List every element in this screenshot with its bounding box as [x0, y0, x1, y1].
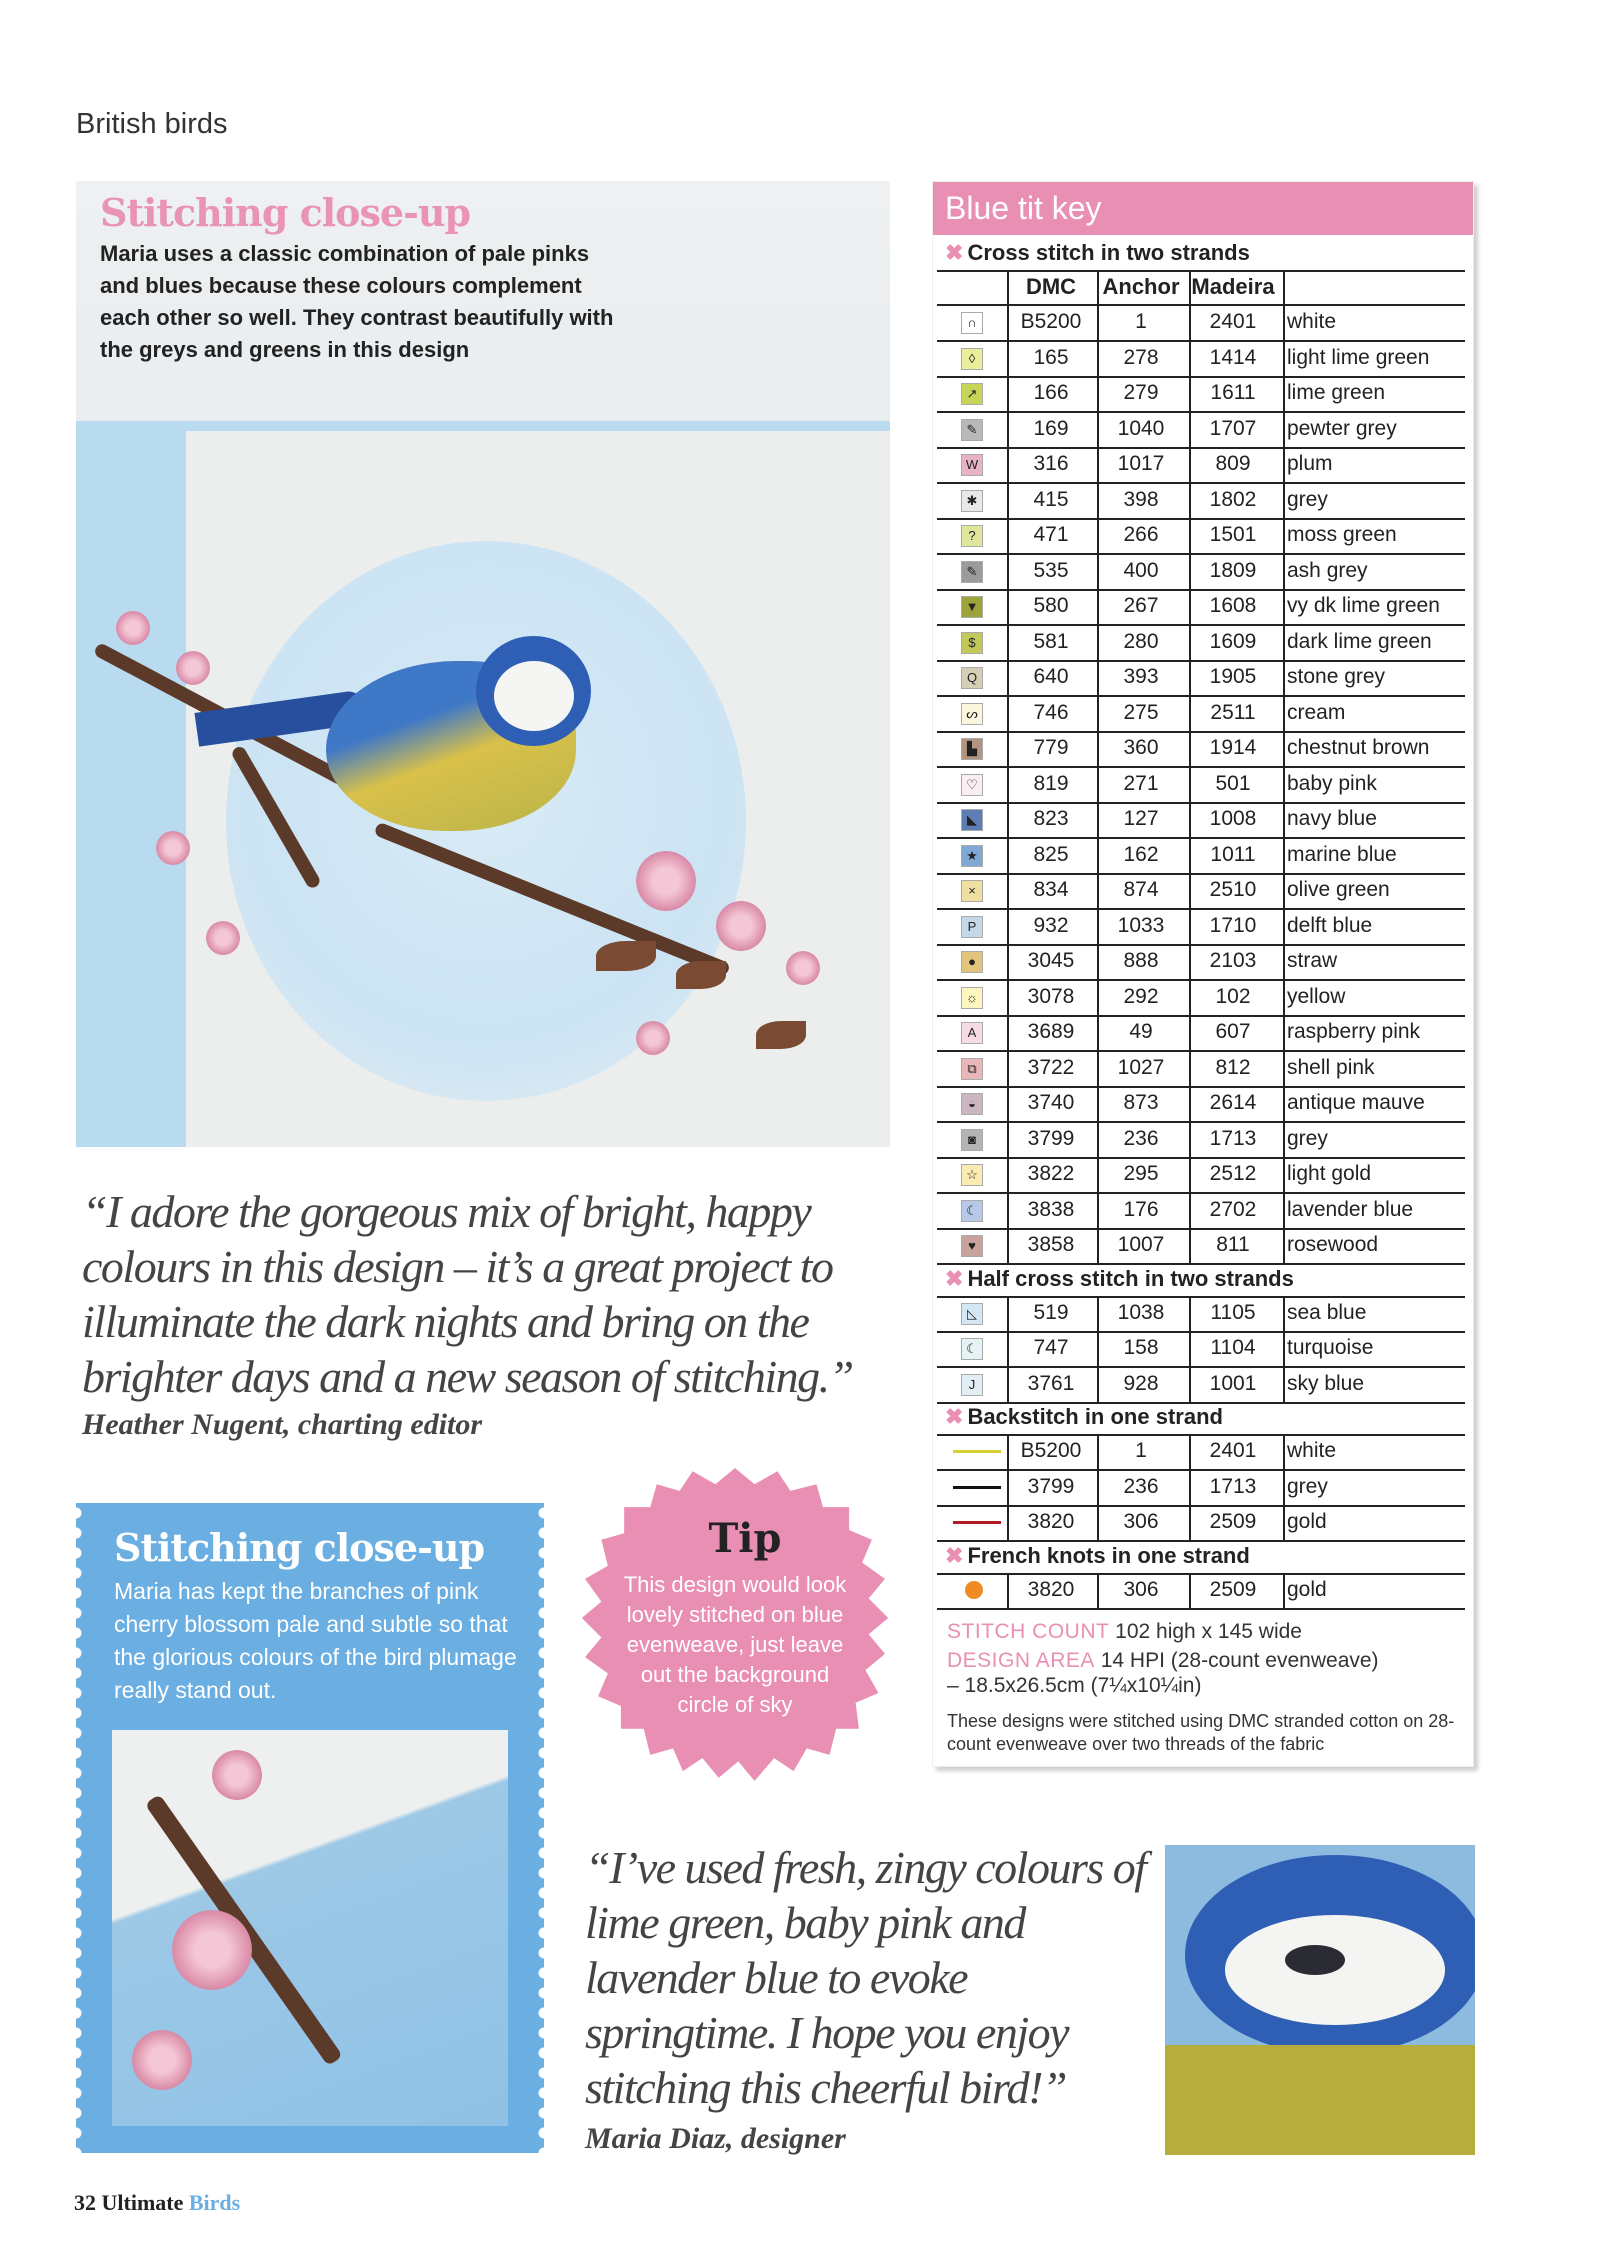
stitch-symbol-icon: ×: [961, 880, 983, 902]
key-row: [937, 873, 1465, 910]
anchor-code: 1027: [1117, 1055, 1165, 1079]
backstitch-line-icon: [953, 1450, 1001, 1453]
colour-name: sky blue: [1287, 1371, 1365, 1395]
anchor-code: 267: [1123, 594, 1159, 617]
anchor-code: 49: [1129, 1020, 1153, 1043]
dmc-code: 932: [1033, 913, 1069, 937]
section-head: [945, 240, 1250, 266]
key-row: [937, 518, 1465, 555]
cross-mark-icon: ✖: [945, 1404, 964, 1429]
dmc-code: 471: [1033, 523, 1069, 546]
magazine-name: Ultimate: [101, 2190, 184, 2215]
blossom: [786, 951, 820, 985]
stitch-symbol-icon: ▼: [961, 596, 983, 618]
madeira-code: 2509: [1209, 1577, 1257, 1601]
dmc-code: 519: [1033, 1300, 1069, 1324]
french-knot-icon: [965, 1581, 983, 1599]
madeira-code: 1914: [1209, 736, 1257, 759]
blossom-closeup-photo: [112, 1730, 508, 2126]
stitch-symbol-icon: ◊: [961, 348, 983, 370]
leaf: [596, 941, 656, 971]
stitch-symbol-icon: A: [961, 1022, 983, 1044]
key-row: [937, 1505, 1465, 1542]
dmc-code: 3799: [1027, 1126, 1075, 1150]
closeup-box-text: Maria has kept the branches of pink cherry blossom pale and subtle so that the glorious colours of the bird plumage really stand out.: [114, 1578, 517, 1703]
madeira-code: 2614: [1209, 1091, 1257, 1114]
anchor-code: 1040: [1117, 416, 1165, 440]
blossom: [212, 1750, 262, 1800]
key-title: Blue tit key: [945, 190, 1102, 226]
colour-name: gold: [1287, 1577, 1327, 1601]
madeira-code: 2401: [1209, 1439, 1257, 1462]
key-panel: [932, 181, 1474, 1767]
key-row: [937, 767, 1465, 804]
column-divider: [1189, 1573, 1191, 1609]
stitch-symbol-icon: J: [961, 1374, 983, 1396]
colour-name: grey: [1287, 487, 1328, 511]
stitch-symbol-icon: ⧉: [961, 1058, 983, 1080]
anchor-code: 1007: [1117, 1233, 1165, 1256]
quote-author: Heather Nugent, charting editor: [82, 1408, 483, 1441]
key-row: [937, 1367, 1465, 1404]
dmc-code: 3689: [1027, 1020, 1075, 1043]
blossom: [156, 831, 190, 865]
colour-name: white: [1287, 310, 1337, 333]
dmc-code: 779: [1033, 736, 1069, 759]
key-row: [937, 1573, 1465, 1610]
stitch-count: [947, 1620, 1302, 1644]
column-divider: [1189, 1434, 1191, 1541]
key-row: [937, 341, 1465, 378]
anchor-code: 279: [1123, 381, 1159, 404]
anchor-code: 873: [1123, 1091, 1159, 1114]
dmc-code: 3799: [1027, 1474, 1075, 1498]
column-divider: [1097, 1434, 1099, 1541]
column-header: Anchor: [1102, 274, 1180, 299]
colour-name: grey: [1287, 1126, 1328, 1150]
blossom: [132, 2030, 192, 2090]
key-row: [937, 838, 1465, 875]
stitch-symbol-icon: ✱: [961, 490, 983, 512]
stitch-symbol-icon: ☾: [961, 1338, 983, 1360]
stitch-symbol-icon: ✎: [961, 419, 983, 441]
madeira-code: 1008: [1209, 807, 1257, 830]
section-head: [945, 1404, 1223, 1430]
madeira-code: 1802: [1209, 487, 1257, 511]
madeira-code: 1713: [1209, 1126, 1257, 1150]
column-header: Madeira: [1191, 274, 1275, 299]
blossom: [716, 901, 766, 951]
dmc-code: 415: [1033, 487, 1069, 511]
folio: [74, 2190, 240, 2216]
stitch-symbol-icon: ☼: [961, 987, 983, 1009]
stitch-symbol-icon: ♡: [961, 774, 983, 796]
madeira-code: 2702: [1209, 1197, 1257, 1221]
stitch-symbol-icon: $: [961, 632, 983, 654]
dmc-code: 747: [1033, 1336, 1069, 1359]
anchor-code: 275: [1123, 700, 1159, 724]
madeira-code: 1001: [1209, 1371, 1257, 1395]
anchor-code: 176: [1123, 1197, 1159, 1221]
colour-name: lime green: [1287, 381, 1386, 404]
colour-name: plum: [1287, 452, 1333, 475]
blossom: [116, 611, 150, 645]
madeira-code: 1809: [1209, 558, 1257, 582]
madeira-code: 1608: [1209, 594, 1257, 617]
key-row: [937, 447, 1465, 484]
key-row: [937, 980, 1465, 1017]
closeup-box-title: Stitching close-up: [114, 1525, 485, 1570]
column-divider: [1189, 1296, 1191, 1403]
dmc-code: 165: [1033, 345, 1069, 369]
tip-title: Tip: [708, 1515, 782, 1562]
stitch-count-label: STITCH COUNT: [947, 1620, 1110, 1643]
colour-name: sea blue: [1287, 1300, 1367, 1324]
dmc-code: B5200: [1020, 310, 1082, 333]
anchor-code: 271: [1123, 771, 1159, 795]
madeira-code: 1104: [1210, 1336, 1256, 1359]
madeira-code: 812: [1215, 1055, 1251, 1079]
dmc-code: 819: [1033, 771, 1069, 795]
design-area-size: – 18.5x26.5cm (7¼x10¼in): [947, 1674, 1202, 1697]
stitch-symbol-icon: W: [961, 454, 983, 476]
stitch-symbol-icon: ●: [961, 951, 983, 973]
madeira-code: 1905: [1209, 665, 1257, 688]
column-divider: [1097, 1296, 1099, 1403]
colour-name: cream: [1287, 700, 1346, 724]
backstitch-line-icon: [953, 1486, 1001, 1489]
anchor-code: 360: [1123, 736, 1159, 759]
colour-name: pewter grey: [1287, 416, 1397, 440]
madeira-code: 1414: [1209, 345, 1257, 369]
anchor-code: 1038: [1117, 1300, 1165, 1324]
column-divider: [1097, 1573, 1099, 1609]
column-header: DMC: [1025, 274, 1077, 299]
anchor-code: 398: [1123, 487, 1159, 511]
colour-name: gold: [1287, 1510, 1327, 1533]
tip-text: This design would look lovely stitched on blue evenweave, just leave out the background circle of sky: [623, 1572, 847, 1717]
colour-name: dark lime green: [1287, 629, 1432, 653]
key-row: [937, 696, 1465, 733]
madeira-code: 2512: [1209, 1162, 1257, 1185]
closeup-title: Stitching close-up: [100, 190, 471, 235]
key-row: [937, 909, 1465, 946]
stitch-symbol-icon: ✎: [961, 561, 983, 583]
stitch-symbol-icon: P: [961, 916, 983, 938]
anchor-code: 278: [1123, 345, 1159, 369]
key-row: [937, 1122, 1465, 1159]
key-row: [937, 660, 1465, 697]
dmc-code: 169: [1033, 416, 1069, 440]
dmc-code: 3822: [1027, 1162, 1075, 1185]
key-row: [937, 554, 1465, 591]
anchor-code: 158: [1123, 1336, 1159, 1359]
design-area-value: 14 HPI (28-count evenweave): [1094, 1649, 1379, 1672]
section-title: Cross stitch in two strands: [967, 240, 1250, 265]
stitch-symbol-icon: ?: [961, 525, 983, 547]
anchor-code: 1033: [1117, 913, 1165, 937]
section-head: [945, 1543, 1250, 1569]
bird-cheek: [494, 661, 574, 731]
column-divider: [1007, 270, 1009, 1264]
blossom: [176, 651, 210, 685]
colour-name: raspberry pink: [1287, 1020, 1421, 1043]
colour-name: ash grey: [1287, 558, 1368, 582]
stitch-symbol-icon: ◒: [961, 1093, 983, 1115]
cross-mark-icon: ✖: [945, 240, 964, 265]
dmc-code: 746: [1033, 700, 1069, 724]
design-area-label: DESIGN AREA: [947, 1649, 1095, 1672]
column-divider: [1189, 270, 1191, 1264]
cross-mark-icon: ✖: [945, 1542, 964, 1568]
key-row: [937, 305, 1465, 342]
magazine-brand: Birds: [188, 2190, 241, 2215]
anchor-code: 1017: [1117, 452, 1165, 475]
key-row: [937, 376, 1465, 413]
madeira-code: 2509: [1209, 1510, 1257, 1533]
dmc-code: 3761: [1027, 1371, 1075, 1395]
dmc-code: 3838: [1027, 1197, 1075, 1221]
colour-name: baby pink: [1287, 771, 1377, 795]
colour-name: straw: [1287, 949, 1338, 972]
anchor-code: 295: [1123, 1162, 1159, 1185]
madeira-code: 2510: [1209, 878, 1257, 901]
anchor-code: 1: [1135, 1439, 1147, 1462]
backstitch-line-icon: [953, 1521, 1001, 1524]
anchor-code: 306: [1123, 1577, 1159, 1601]
dmc-code: 3722: [1027, 1055, 1075, 1079]
closeup-text: Maria uses a classic combination of pale pinks and blues because these colours complement each other so well. They contrast beautifully with the greys and greens in this design: [100, 241, 614, 362]
madeira-code: 501: [1215, 771, 1251, 795]
colour-name: light gold: [1287, 1162, 1372, 1185]
anchor-code: 874: [1123, 878, 1159, 901]
anchor-code: 1: [1135, 310, 1147, 333]
madeira-code: 102: [1215, 984, 1251, 1008]
stitch-symbol-icon: Q: [961, 667, 983, 689]
colour-name: white: [1287, 1439, 1337, 1462]
stitch-symbol-icon: ↗: [961, 383, 983, 405]
key-row: [937, 412, 1465, 449]
section-head: [945, 1266, 1294, 1292]
column-divider: [1007, 1434, 1009, 1541]
madeira-code: 811: [1216, 1233, 1250, 1256]
dmc-code: 834: [1033, 878, 1069, 901]
section-title: French knots in one strand: [967, 1542, 1250, 1568]
stitch-symbol-icon: ◙: [961, 1129, 983, 1151]
madeira-code: 1105: [1210, 1300, 1256, 1324]
column-divider: [1007, 1573, 1009, 1609]
madeira-code: 1710: [1209, 913, 1257, 937]
dmc-code: 3820: [1027, 1510, 1075, 1533]
stitch-count-value: 102 high x 145 wide: [1109, 1620, 1302, 1643]
colour-name: lavender blue: [1287, 1197, 1414, 1221]
dmc-code: 3078: [1027, 984, 1075, 1008]
section-label: British birds: [76, 108, 228, 140]
anchor-code: 162: [1123, 842, 1159, 866]
dmc-code: 640: [1033, 665, 1069, 688]
stitch-symbol-icon: ▙: [961, 738, 983, 760]
dmc-code: 581: [1033, 629, 1069, 653]
madeira-code: 2511: [1210, 700, 1256, 724]
pull-quote: “I adore the gorgeous mix of bright, happy colours in this design – it’s a great project to illuminate the dark nights and bring on the brighter days and a new season of stitching.”: [82, 1186, 853, 1402]
anchor-code: 928: [1123, 1371, 1159, 1395]
colour-name: marine blue: [1287, 842, 1397, 866]
section-title: Half cross stitch in two strands: [967, 1265, 1294, 1291]
key-row: [937, 1470, 1465, 1507]
stitch-symbol-icon: ᔕ: [961, 703, 983, 725]
key-row: [937, 589, 1465, 626]
colour-name: rosewood: [1287, 1233, 1379, 1256]
key-row: [937, 1051, 1465, 1088]
anchor-code: 393: [1123, 665, 1159, 688]
dmc-code: 535: [1033, 558, 1069, 582]
colour-name: light lime green: [1287, 345, 1430, 369]
madeira-code: 2401: [1209, 310, 1257, 333]
dmc-code: 316: [1033, 452, 1069, 475]
stitch-symbol-icon: ★: [961, 845, 983, 867]
colour-name: grey: [1287, 1474, 1328, 1498]
colour-name: delft blue: [1287, 913, 1373, 937]
anchor-code: 280: [1123, 629, 1159, 653]
madeira-code: 1609: [1209, 629, 1257, 653]
column-divider: [1283, 270, 1285, 1264]
dmc-code: 3858: [1027, 1233, 1075, 1256]
colour-name: turquoise: [1287, 1336, 1374, 1359]
dmc-code: 166: [1033, 381, 1069, 404]
key-row: [937, 944, 1465, 981]
key-row: [937, 731, 1465, 768]
key-row: [937, 1228, 1465, 1265]
colour-name: olive green: [1287, 878, 1390, 901]
key-row: [937, 1331, 1465, 1368]
stitch-symbol-icon: ◣: [961, 809, 983, 831]
dmc-code: 825: [1033, 842, 1069, 866]
stitch-symbol-icon: ∩: [961, 312, 983, 334]
anchor-code: 292: [1123, 984, 1159, 1008]
page-number: 32: [74, 2190, 96, 2215]
anchor-code: 127: [1123, 807, 1159, 830]
key-row: [937, 1015, 1465, 1052]
stitching-note: These designs were stitched using DMC stranded cotton on 28-count evenweave over two threads of the fabric: [947, 1711, 1455, 1754]
blossom: [206, 921, 240, 955]
stitch-symbol-icon: ◺: [961, 1303, 983, 1325]
madeira-code: 809: [1215, 452, 1251, 475]
colour-name: shell pink: [1287, 1055, 1375, 1079]
blossom: [172, 1910, 252, 1990]
colour-name: chestnut brown: [1287, 736, 1430, 759]
bird-eye: [1285, 1945, 1345, 1975]
madeira-code: 2103: [1209, 949, 1257, 972]
designer-quote: “I’ve used fresh, zingy colours of lime green, baby pink and lavender blue to evoke springtime. I hope you enjoy stitching this cheerful bird!”: [585, 1842, 1146, 2113]
anchor-code: 306: [1123, 1510, 1159, 1533]
colour-name: stone grey: [1287, 665, 1386, 688]
anchor-code: 266: [1123, 523, 1159, 546]
madeira-code: 1611: [1210, 381, 1256, 404]
madeira-code: 1713: [1209, 1474, 1257, 1498]
bird-closeup-photo: [1165, 1845, 1475, 2155]
anchor-code: 400: [1123, 558, 1159, 582]
dmc-code: B5200: [1020, 1439, 1082, 1462]
dmc-code: 823: [1033, 807, 1069, 830]
bird-body: [1165, 2045, 1475, 2155]
column-divider: [1283, 1296, 1285, 1403]
colour-name: moss green: [1287, 523, 1397, 546]
stitch-symbol-icon: ♥: [961, 1235, 983, 1257]
dmc-code: 3045: [1027, 949, 1075, 972]
key-row: [937, 1296, 1465, 1333]
column-divider: [1097, 270, 1099, 1264]
key-row: [937, 625, 1465, 662]
colour-name: yellow: [1287, 984, 1346, 1008]
stitch-symbol-icon: ☆: [961, 1164, 983, 1186]
dmc-code: 580: [1033, 594, 1069, 617]
column-divider: [1007, 1296, 1009, 1403]
key-row: [937, 1086, 1465, 1123]
colour-name: antique mauve: [1287, 1091, 1425, 1114]
leaf: [756, 1021, 806, 1049]
key-header: [933, 182, 1473, 235]
cross-mark-icon: ✖: [945, 1265, 964, 1291]
key-row: [937, 1157, 1465, 1194]
colour-name: vy dk lime green: [1287, 594, 1440, 617]
anchor-code: 236: [1123, 1474, 1159, 1498]
dmc-code: 3740: [1027, 1091, 1075, 1114]
anchor-code: 236: [1123, 1126, 1159, 1150]
colour-name: navy blue: [1287, 807, 1377, 830]
column-divider: [1283, 1434, 1285, 1541]
blossom: [636, 1021, 670, 1055]
madeira-code: 1501: [1209, 523, 1257, 546]
column-divider: [1283, 1573, 1285, 1609]
section-title: Backstitch in one strand: [967, 1404, 1223, 1429]
madeira-code: 1707: [1209, 416, 1257, 440]
key-row: [937, 483, 1465, 520]
leaf: [676, 961, 726, 989]
section-rule: [937, 270, 1465, 272]
dmc-code: 3820: [1027, 1577, 1075, 1601]
stitch-symbol-icon: ☾: [961, 1200, 983, 1222]
anchor-code: 888: [1123, 949, 1159, 972]
key-row: [937, 1193, 1465, 1230]
madeira-code: 1011: [1210, 842, 1256, 866]
blossom: [636, 851, 696, 911]
madeira-code: 607: [1215, 1020, 1251, 1043]
design-area: [947, 1649, 1379, 1673]
designer-name: Maria Diaz, designer: [585, 2122, 846, 2155]
key-row: [937, 802, 1465, 839]
key-row: [937, 1434, 1465, 1471]
